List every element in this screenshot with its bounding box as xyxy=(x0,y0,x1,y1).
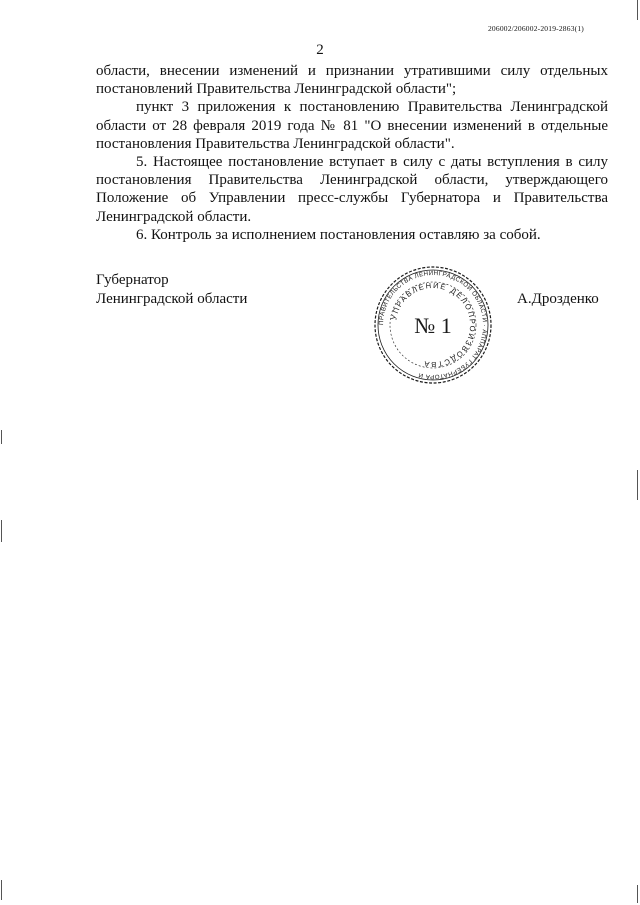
page-number: 2 xyxy=(316,42,324,58)
paragraph-line: 5. Настоящее постановление вступает в силу с даты вступления в силу xyxy=(136,154,608,171)
svg-text:ПРАВИТЕЛЬСТВА ЛЕНИНГРАДСКОЙ ОБ: ПРАВИТЕЛЬСТВА ЛЕНИНГРАДСКОЙ ОБЛАСТИ · АППАРАТ ГУБЕРНАТОРА И xyxy=(377,269,489,381)
scan-edge-mark xyxy=(1,520,2,542)
scan-edge-mark xyxy=(637,470,638,500)
paragraph-line: Положение об Управлении пресс-службы Губернатора и Правительства xyxy=(96,190,608,207)
paragraph-line: постановления Правительства Ленинградской области, утверждающего xyxy=(96,172,608,189)
paragraph-line: 6. Контроль за исполнением постановления оставляю за собой. xyxy=(136,226,541,243)
paragraph-line: постановлений Правительства Ленинградской области"; xyxy=(96,81,457,98)
paragraph-line: области от 28 февраля 2019 года № 81 "О внесении изменений в отдельные xyxy=(96,117,608,134)
document-body xyxy=(96,62,608,244)
official-seal-stamp xyxy=(371,263,495,387)
scan-edge-mark xyxy=(1,880,2,900)
signatory-name: А.Дрозденко xyxy=(517,291,599,307)
svg-text:УПРАВЛЕНИЕ ДЕЛОПРОИЗВОДСТВА: УПРАВЛЕНИЕ ДЕЛОПРОИЗВОДСТВА xyxy=(389,280,478,370)
scan-edge-mark xyxy=(637,0,638,20)
scan-edge-mark xyxy=(1,430,2,444)
signatory-position xyxy=(96,271,247,309)
scan-edge-mark xyxy=(637,885,638,903)
paragraph-line: постановления Правительства Ленинградской области". xyxy=(96,135,455,152)
signatory-title: Губернатор xyxy=(96,272,169,288)
paragraph-line: Ленинградской области. xyxy=(96,208,252,225)
paragraph-line: области, внесении изменений и признании утратившими силу отдельных xyxy=(96,63,608,79)
paragraph-line: пункт 3 приложения к постановлению Правительства Ленинградской xyxy=(136,99,608,116)
signatory-region: Ленинградской области xyxy=(96,291,248,307)
document-registration-id: 206002/206002-2019-2863(1) xyxy=(487,24,584,33)
svg-text:№ 1: № 1 xyxy=(414,313,452,338)
